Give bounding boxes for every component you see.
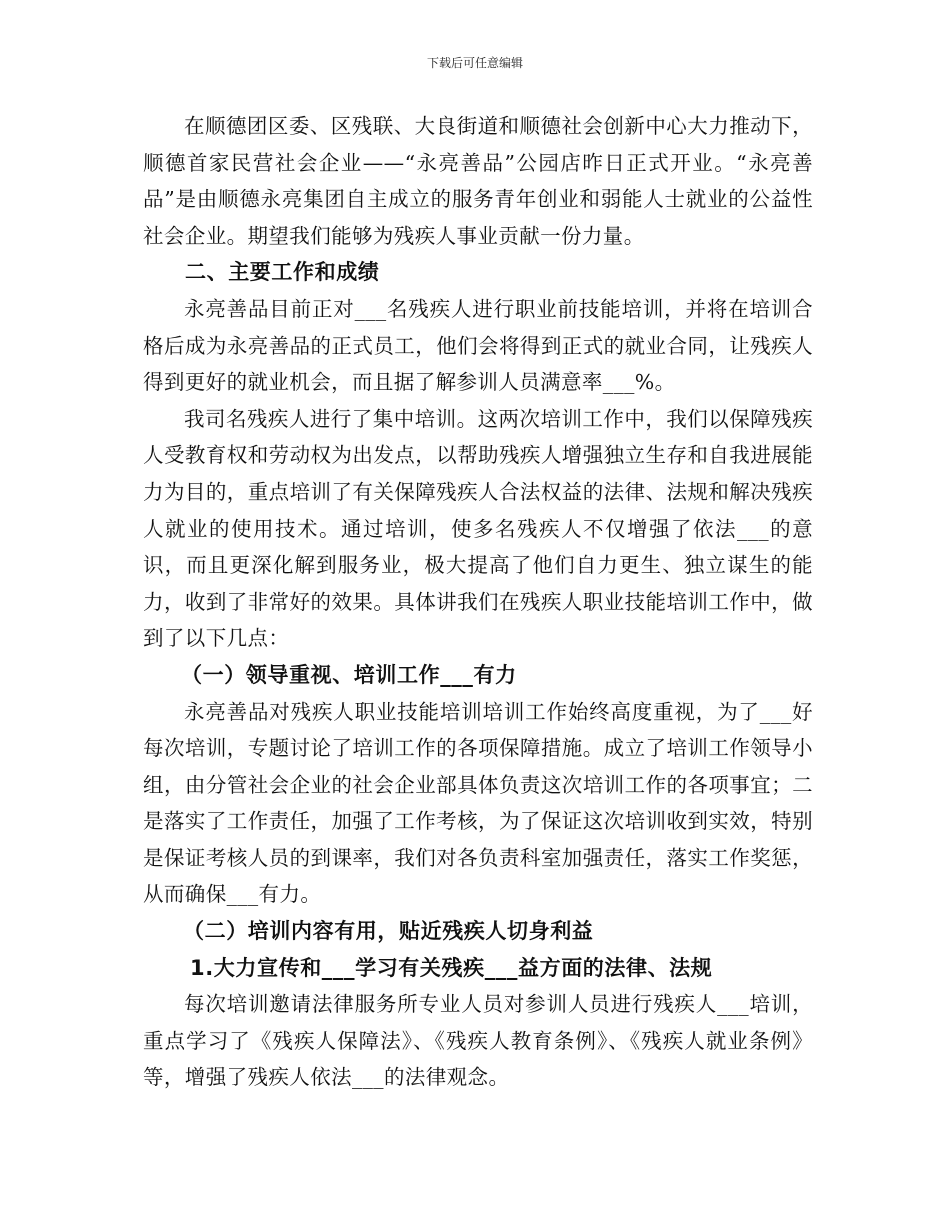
- document-body: [143, 108, 813, 1096]
- heading-law-study: 1.大力宣传和___学习有关残疾___益方面的法律、法规: [190, 955, 713, 980]
- heading-main-work: 二、主要工作和成绩: [185, 260, 380, 285]
- paragraph-training-overview: 我司名残疾人进行了集中培训。这两次培训工作中，我们以保障残疾人受教育权和劳动权为出发点，以帮助残疾人增强独立生存和自我进展能力为目的，重点培训了有关保障残疾人合法权益的法律、法规和解决残疾人就业的使用技术。通过培训，使多名残疾人不仅增强了依法___的意识，而且更深化解到服务业，极大提高了他们自力更生、独立谋生的能力，收到了非常好的效果。具体讲我们在残疾人职业技能培训工作中，做到了以下几点：: [143, 406, 813, 651]
- paragraph-law-study: 每次培训邀请法律服务所专业人员对参训人员进行残疾人___培训，重点学习了《残疾人保障法》、《残疾人教育条例》、《残疾人就业条例》等，增强了残疾人依法___的法律观念。: [143, 992, 813, 1090]
- page-header: 下载后可任意编辑: [426, 56, 523, 70]
- paragraph-intro: 在顺德团区委、区残联、大良街道和顺德社会创新中心大力推动下，顺德首家民营社会企业——“永亮善品”公园店昨日正式开业。“永亮善品”是由顺德永亮集团自主成立的服务青年创业和弱能人士就业的公益性社会企业。期望我们能够为残疾人事业贡献一份力量。: [143, 114, 813, 248]
- heading-leadership: （一）领导重视、培训工作___有力: [181, 662, 517, 687]
- paragraph-leadership: 永亮善品对残疾人职业技能培训培训工作始终高度重视，为了___好每次培训，专题讨论了培训工作的各项保障措施。成立了培训工作领导小组，由分管社会企业的社会企业部具体负责这次培训工作的各项事宜；二是落实了工作责任，加强了工作考核，为了保证这次培训收到实效，特别是保证考核人员的到课率，我们对各负责科室加强责任，落实工作奖惩，从而确保___有力。: [143, 699, 813, 907]
- heading-training-content: （二）培训内容有用，贴近残疾人切身利益: [183, 919, 594, 944]
- paragraph-training-status: 永亮善品目前正对___名残疾人进行职业前技能培训，并将在培训合格后成为永亮善品的正式员工，他们会将得到正式的就业合同，让残疾人得到更好的就业机会，而且据了解参训人员满意率___%。: [143, 296, 813, 395]
